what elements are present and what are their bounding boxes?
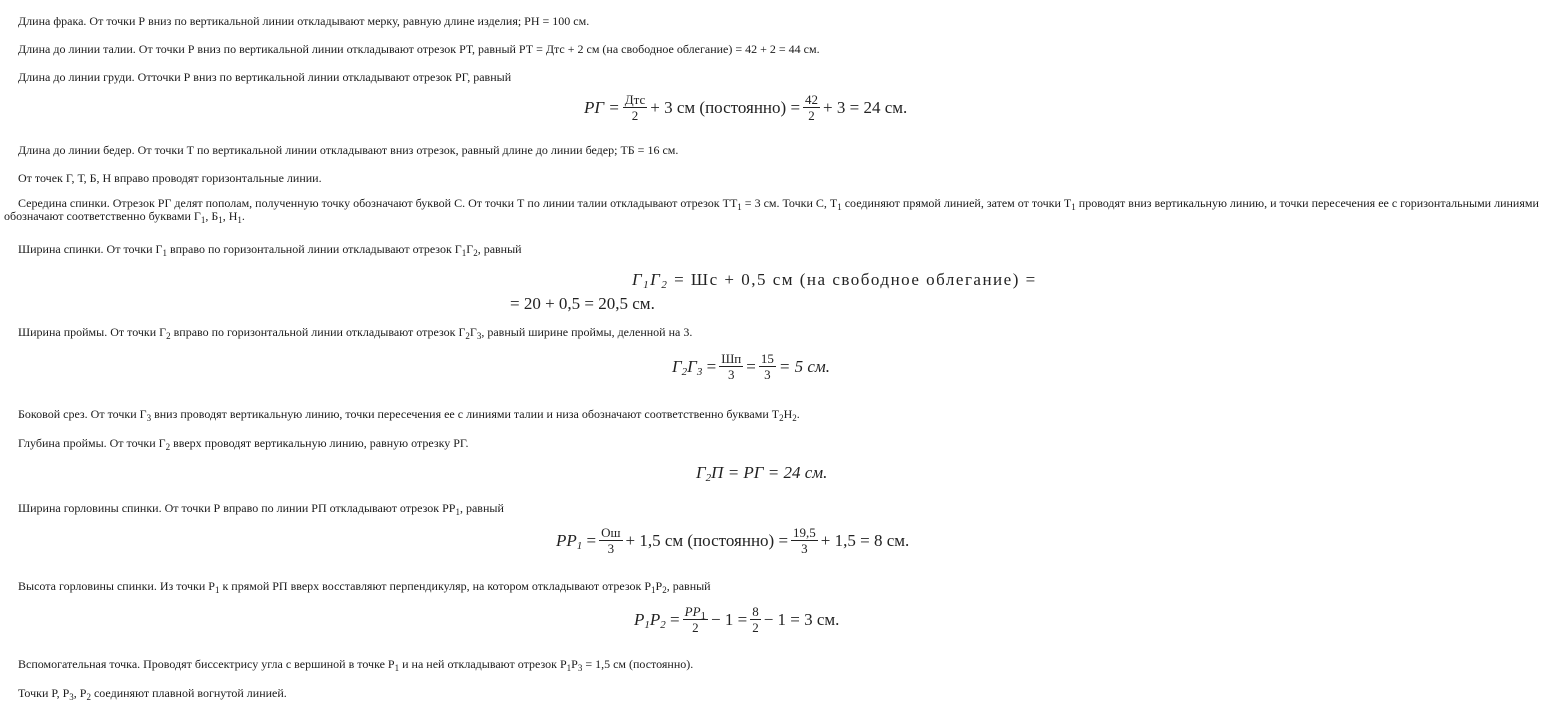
formula-rr1-rhs: + 1,5 = 8 см. bbox=[820, 531, 910, 550]
text: вправо по горизонтальной линии откладывают отрезок Г bbox=[170, 325, 466, 339]
fraction bbox=[803, 93, 820, 123]
subscript: 2 bbox=[779, 413, 784, 423]
formula-g2p bbox=[696, 463, 827, 483]
subscript: 2 bbox=[792, 413, 797, 423]
fraction bbox=[759, 352, 776, 382]
subscript: 1 bbox=[644, 619, 650, 631]
fraction-numerator: 8 bbox=[752, 604, 759, 619]
paragraph-armhole-depth bbox=[18, 437, 469, 450]
paragraph-auxiliary-point bbox=[18, 658, 693, 671]
paragraph-horizontal-lines: От точек Г, Т, Б, Н вправо проводят горизонтальные линии. bbox=[18, 171, 322, 185]
formula-rr1 bbox=[556, 526, 909, 556]
text: Точки Р, Р bbox=[18, 686, 70, 700]
formula-g2g3 bbox=[672, 352, 830, 382]
fraction bbox=[791, 526, 818, 556]
text: Р bbox=[571, 657, 578, 671]
text: Середина спинки. Отрезок РГ делят пополам, полученную точку обозначают буквой С. От точки Т по линии талии откладывают отрезок ТТ bbox=[18, 196, 738, 210]
paragraph-waist-length: Длина до линии талии. От точки Р вниз по вертикальной линии откладывают отрезок РТ, равный РТ = Дтс + 2 см (на свободное облегание) = 42 + 2 = 44 см. bbox=[18, 42, 820, 56]
subscript: 1 bbox=[461, 248, 467, 258]
subscript: 2 bbox=[662, 585, 667, 595]
subscript: 2 bbox=[86, 692, 91, 702]
text: Г bbox=[466, 242, 474, 256]
subscript: 1 bbox=[576, 540, 583, 552]
subscript: 1 bbox=[218, 215, 223, 225]
text: соединяют плавной вогнутой линией. bbox=[90, 686, 287, 700]
equals: = bbox=[706, 357, 717, 376]
formula-p1p2 bbox=[634, 605, 839, 635]
subscript: 3 bbox=[146, 413, 152, 423]
fraction-numerator bbox=[683, 605, 708, 620]
text: Р bbox=[634, 610, 645, 629]
paragraph-back-middle bbox=[4, 197, 1544, 223]
formula-g1g2-line1 bbox=[632, 270, 1037, 290]
formula-g1g2-line2: = 20 + 0,5 = 20,5 см. bbox=[510, 294, 655, 313]
text: проводят вниз вертикальную линию, и точки пересечения ее с горизонтальными линиями обозначают соответственно буквами Г bbox=[4, 196, 1539, 223]
fraction bbox=[750, 605, 761, 635]
fraction-denominator: 3 bbox=[727, 367, 735, 382]
subscript: 3 bbox=[577, 663, 583, 673]
formula-rg-lhs: РГ = bbox=[584, 98, 620, 117]
subscript: 1 bbox=[700, 610, 707, 622]
paragraph-coat-length: Длина фрака. От точки Р вниз по вертикальной линии откладывают мерку, равную длине изделия; РН = 100 см. bbox=[18, 14, 590, 28]
formula-rg bbox=[584, 93, 907, 123]
text: Г bbox=[632, 270, 644, 289]
fraction bbox=[599, 526, 622, 556]
text: , равный bbox=[459, 501, 504, 515]
subscript: 1 bbox=[651, 585, 656, 595]
paragraph-back-width bbox=[18, 243, 522, 256]
text: , Р bbox=[73, 686, 87, 700]
text: , Н bbox=[222, 209, 238, 223]
paragraph-armhole-width bbox=[18, 326, 692, 339]
fraction bbox=[683, 605, 708, 635]
subscript: 3 bbox=[69, 692, 74, 702]
formula-g2p-expression bbox=[696, 463, 827, 483]
formula-rg-mid: + 3 см (постоянно) = bbox=[650, 98, 801, 117]
subscript: 1 bbox=[737, 202, 742, 212]
text: П = РГ = 24 см. bbox=[711, 463, 828, 482]
formula-rr1-mid: + 1,5 см (постоянно) = bbox=[625, 531, 789, 550]
text: соединяют прямой линией, затем от точки Т bbox=[841, 196, 1072, 210]
subscript: 2 bbox=[473, 248, 478, 258]
text: Ширина спинки. От точки Г bbox=[18, 242, 163, 256]
text: Г bbox=[672, 357, 682, 376]
subscript: 2 bbox=[465, 331, 470, 341]
paragraph-chest-length: Длина до линии груди. Отточки Р вниз по вертикальной линии откладывают отрезок РГ, равный bbox=[18, 70, 512, 84]
text: Р bbox=[649, 610, 661, 629]
fraction-numerator: Ош bbox=[601, 525, 621, 540]
fraction-numerator: 19,5 bbox=[793, 525, 816, 540]
paragraph-neck-height bbox=[18, 580, 711, 593]
text: = 1,5 см (постоянно). bbox=[582, 657, 694, 671]
text: и на ней откладывают отрезок Р bbox=[399, 657, 567, 671]
subscript: 1 bbox=[1071, 202, 1076, 212]
subscript: 1 bbox=[394, 663, 400, 673]
fraction-denominator: 3 bbox=[764, 367, 771, 382]
text: РР bbox=[556, 531, 577, 550]
subscript: 2 bbox=[165, 442, 171, 452]
subscript: 1 bbox=[837, 202, 842, 212]
text: Н bbox=[783, 407, 793, 421]
fraction-numerator: 15 bbox=[760, 351, 774, 366]
text: Боковой срез. От точки Г bbox=[18, 407, 147, 421]
subscript: 2 bbox=[661, 279, 669, 291]
text: вправо по горизонтальной линии откладывают отрезок Г bbox=[166, 242, 462, 256]
fraction-numerator: 42 bbox=[805, 92, 819, 107]
subscript: 1 bbox=[162, 248, 167, 258]
formula-lhs bbox=[672, 357, 702, 377]
paragraph-hip-length: Длина до линии бедер. От точки Т по вертикальной линии откладывают вниз отрезок, равный длине до линии бедер; ТБ = 16 см. bbox=[18, 143, 679, 157]
formula-lhs bbox=[556, 531, 582, 551]
text: Ширина горловины спинки. От точки Р вправо по линии РП откладывают отрезок РР bbox=[18, 501, 456, 515]
formula-g1g2-rest: = Шс + 0,5 см (на свободное облегание) = bbox=[674, 270, 1037, 289]
fraction-denominator: 3 bbox=[607, 541, 615, 556]
text: , равный bbox=[477, 242, 522, 256]
fraction-denominator: 3 bbox=[801, 541, 808, 556]
formula-lhs bbox=[634, 610, 666, 630]
fraction-denominator: 2 bbox=[692, 620, 699, 635]
text: Г bbox=[687, 357, 697, 376]
text: , равный ширине проймы, деленной на 3. bbox=[481, 325, 693, 339]
text: , равный bbox=[666, 579, 711, 593]
fraction-numerator: Шп bbox=[721, 351, 742, 366]
subscript: 1 bbox=[237, 215, 242, 225]
text: Высота горловины спинки. Из точки Р bbox=[18, 579, 215, 593]
equals: = bbox=[746, 357, 756, 376]
text: Глубина проймы. От точки Г bbox=[18, 436, 166, 450]
text: Р bbox=[655, 579, 663, 593]
subscript: 2 bbox=[166, 331, 171, 341]
equals: = bbox=[586, 531, 597, 550]
formula-lhs bbox=[632, 270, 668, 290]
text: Г bbox=[469, 325, 477, 339]
equals: = bbox=[670, 610, 680, 629]
fraction-numerator: Дтс bbox=[624, 92, 646, 107]
subscript: 1 bbox=[643, 279, 651, 291]
formula-rhs: = 5 см. bbox=[778, 357, 830, 376]
subscript: 1 bbox=[214, 585, 220, 595]
fraction-denominator: 2 bbox=[631, 108, 639, 123]
subscript: 2 bbox=[660, 619, 666, 631]
formula-p1p2-mid: − 1 = bbox=[711, 610, 748, 629]
subscript: 1 bbox=[455, 507, 460, 517]
text: . bbox=[241, 209, 245, 223]
subscript: 3 bbox=[476, 331, 482, 341]
subscript: 2 bbox=[681, 366, 688, 378]
paragraph-neck-width bbox=[18, 502, 504, 515]
text: к прямой РП вверх восставляют перпендикуляр, на котором откладывают отрезок Р bbox=[219, 579, 652, 593]
fraction-denominator: 2 bbox=[752, 620, 759, 635]
text: Г bbox=[650, 270, 662, 289]
formula-rg-rhs: + 3 = 24 см. bbox=[823, 98, 908, 117]
text: = 3 см. Точки С, Т bbox=[741, 196, 838, 210]
subscript: 3 bbox=[696, 366, 703, 378]
text: Г bbox=[696, 463, 706, 482]
text: Ширина проймы. От точки Г bbox=[18, 325, 167, 339]
subscript: 2 bbox=[705, 472, 712, 484]
text: Вспомогательная точка. Проводят биссектрису угла с вершиной в точке Р bbox=[18, 657, 395, 671]
fraction bbox=[719, 352, 743, 382]
subscript: 1 bbox=[200, 215, 206, 225]
text: вниз проводят вертикальную линию, точки пересечения ее с линиями талии и низа обозначают соответственно буквами Т bbox=[151, 407, 780, 421]
paragraph-connect-points bbox=[18, 687, 287, 700]
subscript: 1 bbox=[566, 663, 572, 673]
paragraph-side-seam bbox=[18, 408, 800, 421]
fraction bbox=[623, 93, 647, 123]
text: , Б bbox=[205, 209, 219, 223]
formula-p1p2-rhs: − 1 = 3 см. bbox=[763, 610, 840, 629]
text: РР bbox=[684, 604, 701, 619]
text: вверх проводят вертикальную линию, равную отрезку РГ. bbox=[170, 436, 469, 450]
text: . bbox=[796, 407, 800, 421]
fraction-denominator: 2 bbox=[808, 108, 815, 123]
